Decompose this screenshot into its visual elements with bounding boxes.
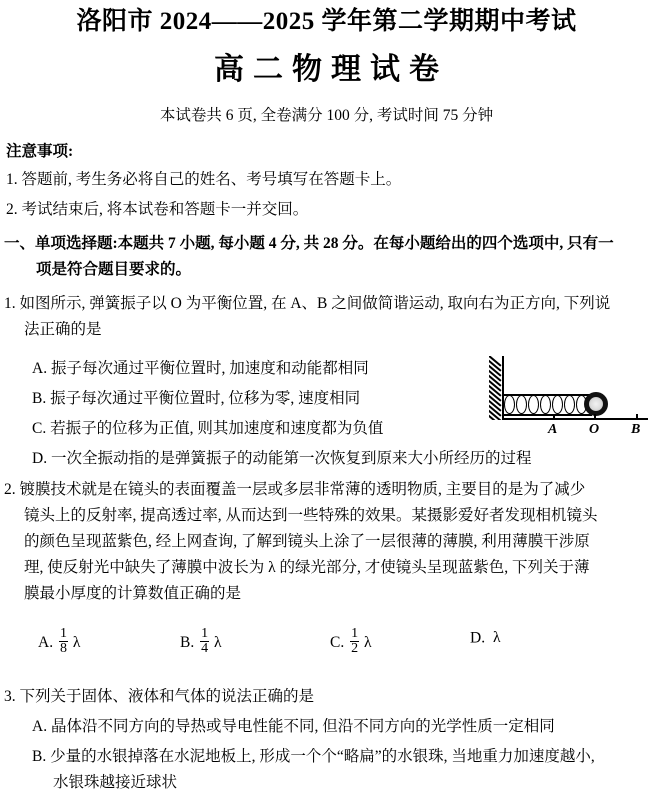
question-1-number: 1. <box>4 295 16 312</box>
question-1-line-2: 法正确的是 <box>24 321 102 338</box>
question-2-line-2: 镜头上的反射率, 提高透过率, 从而达到一些特殊的效果。某摄影爱好者发现相机镜头 <box>24 507 598 524</box>
spring-oscillator-diagram <box>487 356 653 438</box>
question-1-option-a[interactable]: A. 振子每次通过平衡位置时, 加速度和动能都相同 <box>32 360 369 377</box>
fraction-denominator: 8 <box>59 641 67 657</box>
section-line-2: 项是符合题目要求的。 <box>36 261 192 278</box>
fraction-numerator: 1 <box>351 626 359 641</box>
fraction-numerator: 1 <box>59 626 67 641</box>
section-line-1: 本题共 7 小题, 每小题 4 分, 共 28 分。在每小题给出的四个选项中, 只有一 <box>117 235 614 252</box>
exam-meta-line: 本试卷共 6 页, 全卷满分 100 分, 考试时间 75 分钟 <box>159 107 494 124</box>
fraction-denominator: 4 <box>201 641 209 657</box>
question-2-options <box>0 628 653 674</box>
question-3-stem <box>4 684 650 710</box>
question-2-line-3: 的颜色呈现蓝紫色, 经上网查询, 了解到镜头上涂了一层很薄的薄膜, 利用薄膜干涉原 <box>24 533 590 550</box>
fraction-one-half <box>350 627 359 657</box>
page-subtitle: 高二物理试卷 <box>214 53 448 86</box>
fraction-one-quarter <box>200 627 209 657</box>
ground-axis-line <box>502 418 648 420</box>
question-2-option-b[interactable] <box>180 628 221 658</box>
question-2-option-c-label: C. <box>330 633 345 651</box>
question-1-option-d[interactable]: D. 一次全振动指的是弹簧振子的动能第一次恢复到原来大小所经历的过程 <box>32 450 532 467</box>
question-2-option-c[interactable] <box>330 628 371 658</box>
diagram-label-b: B <box>631 422 641 437</box>
question-2-option-d-label: D. <box>470 629 486 647</box>
question-3-option-b-line-2: 水银珠越接近球状 <box>53 774 178 791</box>
spring-coil-icon <box>504 394 592 416</box>
lambda-symbol: λ <box>492 629 501 647</box>
question-1-option-c[interactable]: C. 若振子的位移为正值, 则其加速度和速度都为负值 <box>32 420 384 437</box>
lambda-symbol: λ <box>363 633 372 651</box>
lambda-symbol: λ <box>213 633 222 651</box>
fraction-numerator: 1 <box>201 626 209 641</box>
question-3-option-b-line-1: B. 少量的水银掉落在水泥地板上, 形成一个个“略扁”的水银珠, 当地重力加速度越小, <box>32 748 595 765</box>
page-title: 洛阳市 2024——2025 学年第二学期期中考试 <box>76 8 577 35</box>
lambda-symbol: λ <box>72 633 81 651</box>
question-2-line-1: 镀膜技术就是在镜头的表面覆盖一层或多层非常薄的透明物质, 主要目的是为了减少 <box>19 481 586 498</box>
question-1-stem <box>4 291 650 343</box>
wall-hatching-icon <box>489 356 503 420</box>
tick-b <box>636 414 638 420</box>
diagram-label-a: A <box>548 422 558 437</box>
question-3-line-1: 下列关于固体、液体和气体的说法正确的是 <box>19 688 315 705</box>
question-2-option-a[interactable] <box>38 628 80 658</box>
notice-item-2: 2. 考试结束后, 将本试卷和答题卡一并交回。 <box>6 201 309 218</box>
question-3-option-a[interactable]: A. 晶体沿不同方向的导热或导电性能不同, 但沿不同方向的光学性质一定相同 <box>32 718 555 735</box>
fraction-denominator: 2 <box>351 641 359 657</box>
question-2-line-4: 理, 使反射光中缺失了薄膜中波长为 λ 的绿光部分, 才使镜头呈现蓝紫色, 下列关于薄 <box>24 559 590 576</box>
question-2-line-5: 膜最小厚度的计算数值正确的是 <box>24 585 242 602</box>
question-3-option-b[interactable] <box>32 744 652 796</box>
tick-a <box>553 414 555 420</box>
tick-o <box>594 414 596 420</box>
notice-heading: 注意事项: <box>6 143 74 160</box>
diagram-label-o: O <box>589 422 600 437</box>
question-2-number: 2. <box>4 481 16 498</box>
fraction-one-eighth <box>59 627 68 657</box>
question-2-stem <box>4 477 652 607</box>
question-1-line-1: 如图所示, 弹簧振子以 O 为平衡位置, 在 A、B 之间做简谐运动, 取向右为正方向, 下列说 <box>19 295 611 312</box>
oscillator-ball <box>584 392 608 416</box>
section-label: 一、单项选择题: <box>4 235 118 252</box>
section-heading <box>4 231 650 283</box>
question-2-option-b-label: B. <box>180 633 195 651</box>
question-1-option-b[interactable]: B. 振子每次通过平衡位置时, 位移为零, 速度相同 <box>32 390 361 407</box>
question-3-number: 3. <box>4 688 16 705</box>
notice-item-1: 1. 答题前, 考生务必将自己的姓名、考号填写在答题卡上。 <box>6 171 402 188</box>
question-2-option-d[interactable] <box>470 628 500 648</box>
question-2-option-a-label: A. <box>38 633 54 651</box>
